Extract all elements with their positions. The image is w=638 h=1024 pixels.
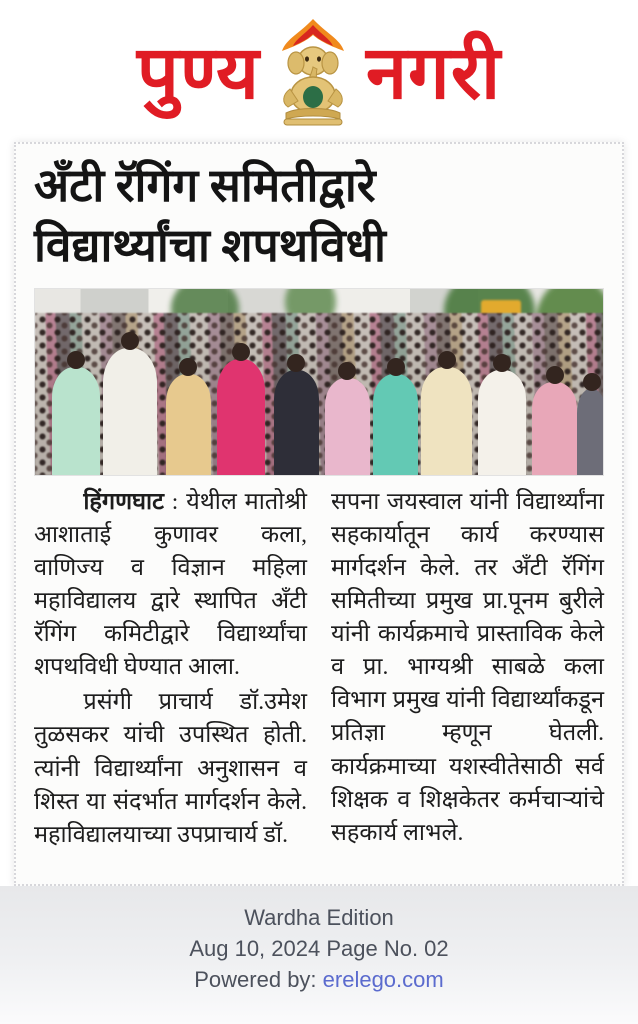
masthead-title-right: नगरी [365,33,502,115]
headline-line-1: अँटी रॅगिंग समितीद्वारे [34,160,376,211]
article-column-right [331,486,604,852]
article-headline [34,156,604,276]
article-column-left [34,486,307,852]
student-figure [274,370,319,475]
powered-by-line [194,964,443,995]
newspaper-masthead [0,0,638,142]
right-paragraph-1: सपना जयस्वाल यांनी विद्यार्थ्यांना सहकार्यातून कार्य करण्यास मार्गदर्शन केले. तर अँटी रॅगिंग समितीच्या प्रमुख प्रा.पूनम बुरीले यांनी कार्यक्रमाचे प्रास्ताविक केले व प्रा. भाग्यश्री साबळे कला विभाग प्रमुख यांनी विद्यार्थ्यांकडून प्रतिज्ञा म्हणून घेतली. कार्यक्रमाच्या यशस्वीतेसाठी सर्व शिक्षक व शिक्षकेतर कर्मचाऱ्यांचे सहकार्य लाभले. [331,488,604,846]
dateline: हिंगणघाट [83,488,164,515]
article-body [34,486,604,852]
article-photo [34,288,604,476]
date-page-label: Aug 10, 2024 Page No. 02 [189,936,449,962]
left-paragraph-1-text: येथील मातोश्री आशाताई कुणावर कला, वाणिज्य व विज्ञान महिला महाविद्यालय द्वारे स्थापित अँटी रॅगिंग कमिटीद्वारे विद्यार्थ्यांचा शपथविधी घेण्यात आला. [34,488,308,681]
edition-label: Wardha Edition [244,905,394,930]
student-figure [421,367,472,476]
left-paragraph-2: प्रसंगी प्राचार्य डॉ.उमेश तुळसकर यांची उपस्थित होती. त्यांनी विद्यार्थ्यांना अनुशासन व शिस्त या संदर्भात मार्गदर्शन केले. महाविद्यालयाच्या उपप्राचार्य डॉ. [34,689,307,848]
student-figure [103,348,157,475]
powered-by-label: Powered by: [194,967,323,993]
headline-line-2: विद्यार्थ्यांचा शपथविधी [34,219,386,271]
erelego-link[interactable]: erelego.com [322,967,444,993]
ganesh-icon [270,17,356,127]
student-figure [52,367,100,476]
student-figure [577,389,604,476]
student-figure [325,378,370,476]
newspaper-clipping [14,142,624,886]
student-figure [217,359,265,475]
student-figure [373,374,418,475]
masthead-title-left: पुण्य [136,33,260,115]
student-figure [478,370,526,475]
student-figure [166,374,211,475]
dateline-separator: : [163,488,187,515]
left-paragraph-1 [34,486,307,685]
student-figure [532,382,577,476]
epaper-footer [0,886,638,1024]
